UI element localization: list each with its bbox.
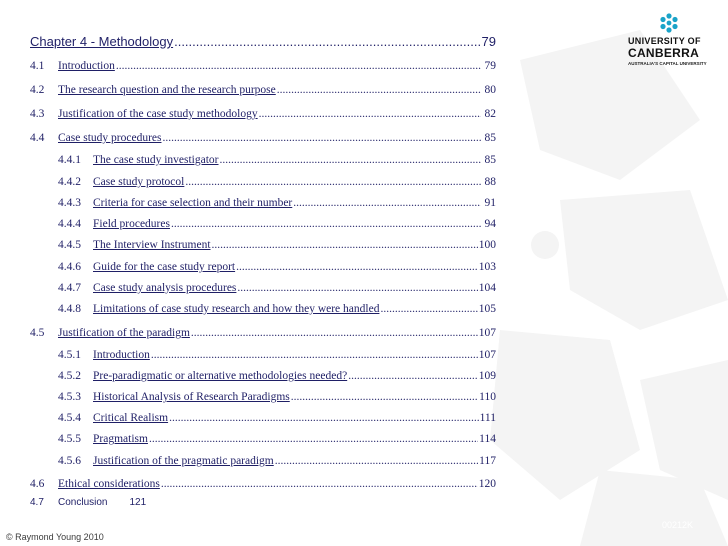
entry-number: 4.7 [30, 497, 44, 508]
leader-dots [291, 391, 478, 403]
entry-title-link[interactable]: The Interview Instrument [93, 239, 211, 251]
toc-entry[interactable] [58, 455, 496, 467]
leader-dots [348, 370, 478, 382]
entry-title-link[interactable]: Criteria for case selection and their number [93, 197, 293, 209]
entry-number: 4.5.6 [58, 455, 81, 467]
entry-number: 4.4.3 [58, 197, 81, 209]
entry-page: 121 [129, 497, 147, 508]
entry-number: 4.4.2 [58, 176, 81, 188]
toc-entry[interactable] [58, 349, 496, 361]
leader-dots [185, 176, 481, 188]
entry-page: 110 [479, 391, 496, 403]
logo-mark-icon [658, 12, 680, 34]
leader-dots [149, 433, 478, 445]
leader-dots [259, 108, 481, 120]
entry-number: 4.6 [30, 478, 45, 490]
entry-number: 4.4.7 [58, 282, 81, 294]
entry-number: 4.2 [30, 84, 45, 96]
leader-dots [293, 197, 481, 209]
entry-number: 4.4.1 [58, 154, 81, 166]
entry-page: 105 [478, 303, 496, 315]
toc-entry[interactable] [58, 154, 496, 166]
entry-number: 4.4.8 [58, 303, 81, 315]
entry-title-link[interactable]: Conclusion [58, 497, 108, 508]
toc-entry[interactable] [58, 370, 496, 382]
toc-entry[interactable] [30, 108, 496, 120]
leader-dots [236, 261, 478, 273]
entry-number: 4.5 [30, 327, 45, 339]
entry-page: 79 [484, 60, 496, 72]
leader-dots [275, 455, 478, 467]
toc-entry[interactable] [30, 132, 496, 144]
logo-line-3: AUSTRALIA'S CAPITAL UNIVERSITY [628, 61, 707, 66]
toc-entry[interactable] [30, 84, 496, 96]
entry-title-link[interactable]: Justification of the pragmatic paradigm [93, 455, 274, 467]
leader-dots [277, 84, 481, 96]
entry-title-link[interactable]: The research question and the research purpose [58, 84, 276, 96]
entry-title-link[interactable]: Introduction [58, 60, 115, 72]
entry-number: 4.4 [30, 132, 45, 144]
entry-number: 4.4.5 [58, 239, 81, 251]
leader-dots [171, 218, 481, 230]
leader-dots [161, 478, 478, 490]
entry-number: 4.5.2 [58, 370, 81, 382]
entry-title-link[interactable]: Case study procedures [58, 132, 162, 144]
toc-entry[interactable] [58, 176, 496, 188]
toc-entry-conclusion[interactable] [30, 497, 496, 508]
entry-title-link[interactable]: Limitations of case study research and how they were handled [93, 303, 380, 315]
toc-entry[interactable] [58, 433, 496, 445]
entry-page: 82 [484, 108, 496, 120]
entry-page: 103 [478, 261, 496, 273]
entry-title-link[interactable]: Case study analysis procedures [93, 282, 237, 294]
entry-number: 4.5.1 [58, 349, 81, 361]
entry-page: 104 [478, 282, 496, 294]
toc-entry[interactable] [58, 261, 496, 273]
leader-dots [169, 412, 479, 424]
entry-page: 85 [484, 132, 496, 144]
entry-number: 4.4.6 [58, 261, 81, 273]
toc-entry[interactable] [58, 391, 496, 403]
leader-dots [151, 349, 478, 361]
entry-title-link[interactable]: Field procedures [93, 218, 170, 230]
entry-title-link[interactable]: Justification of the paradigm [58, 327, 190, 339]
entry-page: 117 [479, 455, 496, 467]
leader-dots [174, 34, 480, 49]
entry-number: 4.5.3 [58, 391, 81, 403]
entry-page: 88 [484, 176, 496, 188]
entry-page: 91 [484, 197, 496, 209]
toc-entry[interactable] [58, 239, 496, 251]
entry-title-link[interactable]: The case study investigator [93, 154, 219, 166]
entry-page: 100 [478, 239, 496, 251]
entry-number: 4.3 [30, 108, 45, 120]
entry-title-link[interactable]: Pragmatism [93, 433, 148, 445]
toc-entry[interactable] [58, 412, 496, 424]
chapter-heading[interactable] [30, 34, 496, 49]
entry-page: 114 [479, 433, 496, 445]
logo-line-2: CANBERRA [628, 46, 700, 60]
toc-entry[interactable] [58, 303, 496, 315]
chapter-page: 79 [481, 34, 496, 49]
entry-title-link[interactable]: Pre-paradigmatic or alternative methodologies needed? [93, 370, 348, 382]
leader-dots [212, 239, 478, 251]
entry-number: 4.4.4 [58, 218, 81, 230]
entry-page: 111 [479, 412, 496, 424]
leader-dots [237, 282, 477, 294]
entry-page: 120 [478, 478, 496, 490]
leader-dots [380, 303, 477, 315]
toc-entry[interactable] [30, 478, 496, 490]
toc-entry[interactable] [58, 197, 496, 209]
entry-title-link[interactable]: Ethical considerations [58, 478, 160, 490]
entry-page: 107 [478, 327, 496, 339]
entry-title-link[interactable]: Introduction [93, 349, 150, 361]
leader-dots [116, 60, 481, 72]
chapter-title[interactable]: Chapter 4 - Methodology [30, 34, 174, 49]
entry-title-link[interactable]: Critical Realism [93, 412, 169, 424]
entry-title-link[interactable]: Historical Analysis of Research Paradigms [93, 391, 290, 403]
entry-page: 109 [478, 370, 496, 382]
logo-line-1: UNIVERSITY OF [628, 36, 701, 46]
toc-entry[interactable] [30, 327, 496, 339]
leader-dots [191, 327, 478, 339]
leader-dots [162, 132, 481, 144]
entry-page: 80 [484, 84, 496, 96]
entry-title-link[interactable]: Justification of the case study methodology [58, 108, 258, 120]
entry-title-link[interactable]: Guide for the case study report [93, 261, 236, 273]
copyright-footer: © Raymond Young 2010 [6, 532, 104, 542]
toc-entry[interactable] [58, 282, 496, 294]
entry-title-link[interactable]: Case study protocol [93, 176, 185, 188]
entry-page: 107 [478, 349, 496, 361]
leader-dots [220, 154, 481, 166]
entry-number: 4.5.5 [58, 433, 81, 445]
watermark-code: 00212K [662, 520, 694, 530]
entry-page: 94 [484, 218, 496, 230]
entry-number: 4.5.4 [58, 412, 81, 424]
university-logo [628, 10, 720, 70]
entry-number: 4.1 [30, 60, 45, 72]
entry-page: 85 [484, 154, 496, 166]
toc-entry[interactable] [58, 218, 496, 230]
toc-entry[interactable] [30, 60, 496, 72]
